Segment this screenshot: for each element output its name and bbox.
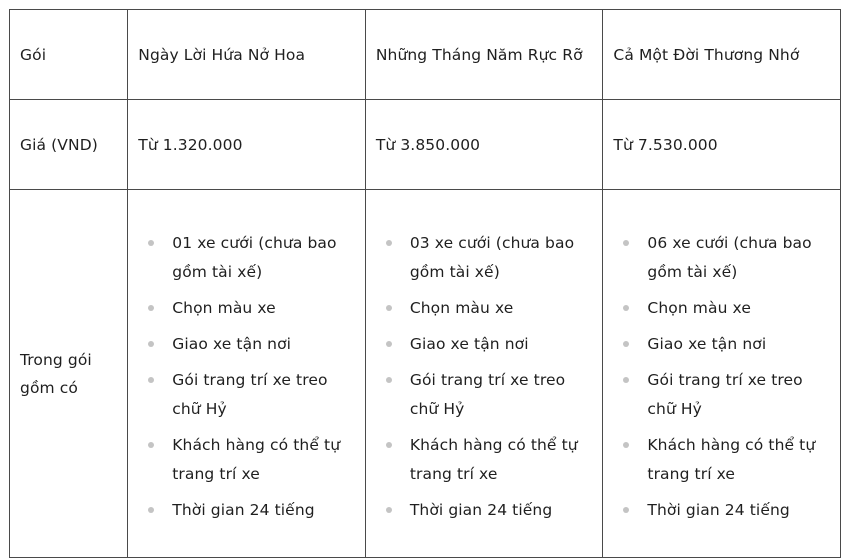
list-item	[138, 366, 365, 424]
list-item-text: Giao xe tận nơi	[172, 334, 292, 353]
list-item	[376, 496, 603, 525]
list-item-text: Khách hàng có thể tự trang trí xe	[409, 435, 578, 483]
package-name-1: Ngày Lời Hứa Nở Hoa	[128, 10, 366, 100]
list-item-text: Thời gian 24 tiếng	[647, 500, 790, 519]
table-row-includes	[10, 190, 841, 558]
row-label-includes: Trong gói gồm có	[10, 190, 128, 558]
list-item	[376, 366, 603, 424]
includes-package-1	[128, 190, 366, 558]
price-package-2: Từ 3.850.000	[365, 100, 603, 190]
list-item-text: 03 xe cưới (chưa bao gồm tài xế)	[409, 233, 575, 281]
list-item	[613, 294, 840, 323]
list-item	[613, 229, 840, 287]
bullet-dot-icon	[386, 240, 392, 246]
list-item	[138, 431, 365, 489]
bullet-dot-icon	[623, 341, 629, 347]
list-item	[376, 330, 603, 359]
bullet-dot-icon	[623, 507, 629, 513]
list-item-text: Chọn màu xe	[647, 298, 751, 317]
list-item	[138, 294, 365, 323]
list-item	[613, 366, 840, 424]
bullet-dot-icon	[148, 305, 154, 311]
list-item-text: 06 xe cưới (chưa bao gồm tài xế)	[647, 233, 812, 281]
bullet-dot-icon	[148, 240, 154, 246]
bullet-dot-icon	[623, 442, 629, 448]
row-label-price: Giá (VND)	[10, 100, 128, 190]
bullet-dot-icon	[386, 341, 392, 347]
feature-list	[613, 229, 840, 525]
list-item-text: Giao xe tận nơi	[409, 334, 529, 353]
feature-list	[138, 229, 365, 525]
list-item-text: Khách hàng có thể tự trang trí xe	[172, 435, 341, 483]
package-name-2: Những Tháng Năm Rực Rỡ	[365, 10, 603, 100]
list-item-text: Khách hàng có thể tự trang trí xe	[647, 435, 816, 483]
feature-list	[376, 229, 603, 525]
table-row-package-names	[10, 10, 841, 100]
bullet-dot-icon	[148, 442, 154, 448]
list-item-text: Gói trang trí xe treo chữ Hỷ	[172, 370, 328, 418]
includes-package-2	[365, 190, 603, 558]
bullet-dot-icon	[386, 305, 392, 311]
bullet-dot-icon	[623, 240, 629, 246]
bullet-dot-icon	[148, 507, 154, 513]
bullet-dot-icon	[623, 305, 629, 311]
list-item-text: Gói trang trí xe treo chữ Hỷ	[409, 370, 566, 418]
list-item	[138, 229, 365, 287]
list-item-text: Chọn màu xe	[409, 298, 514, 317]
list-item	[376, 229, 603, 287]
table-row-price	[10, 100, 841, 190]
list-item-text: Thời gian 24 tiếng	[172, 500, 315, 519]
list-item-text: Chọn màu xe	[172, 298, 276, 317]
package-comparison-table	[9, 9, 841, 558]
includes-package-3	[603, 190, 841, 558]
package-name-3: Cả Một Đời Thương Nhớ	[603, 10, 841, 100]
list-item	[613, 431, 840, 489]
bullet-dot-icon	[386, 377, 392, 383]
list-item-text: Giao xe tận nơi	[647, 334, 767, 353]
bullet-dot-icon	[386, 442, 392, 448]
list-item	[138, 330, 365, 359]
bullet-dot-icon	[623, 377, 629, 383]
list-item	[376, 294, 603, 323]
row-label-package: Gói	[10, 10, 128, 100]
list-item	[376, 431, 603, 489]
list-item-text: Gói trang trí xe treo chữ Hỷ	[647, 370, 803, 418]
list-item-text: 01 xe cưới (chưa bao gồm tài xế)	[172, 233, 337, 281]
price-package-3: Từ 7.530.000	[603, 100, 841, 190]
bullet-dot-icon	[148, 377, 154, 383]
list-item	[138, 496, 365, 525]
list-item-text: Thời gian 24 tiếng	[409, 500, 553, 519]
bullet-dot-icon	[386, 507, 392, 513]
list-item	[613, 496, 840, 525]
price-package-1: Từ 1.320.000	[128, 100, 366, 190]
list-item	[613, 330, 840, 359]
bullet-dot-icon	[148, 341, 154, 347]
